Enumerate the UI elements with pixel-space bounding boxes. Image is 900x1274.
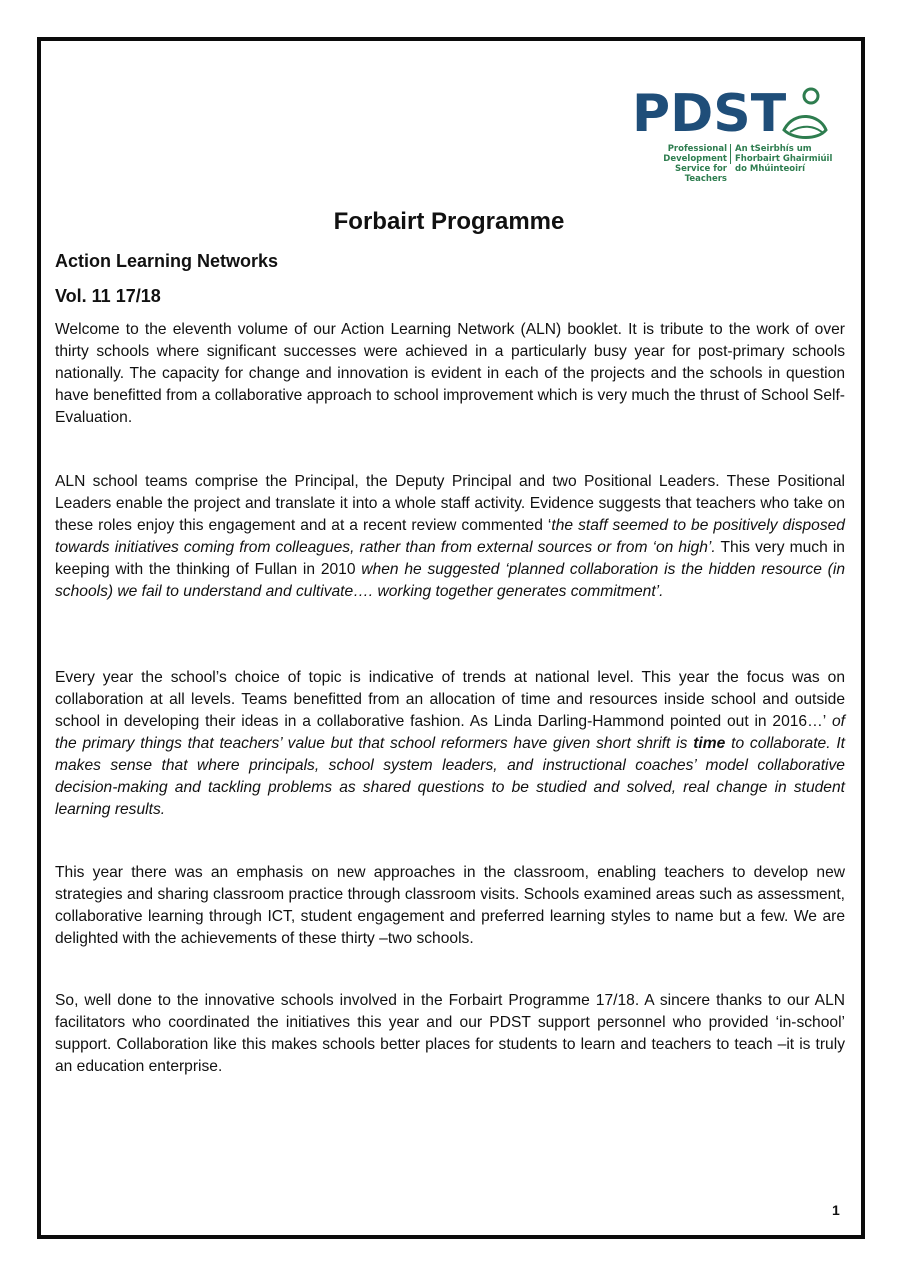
- pdst-logo: [632, 84, 833, 184]
- paragraph-welcome: Welcome to the eleventh volume of our Action Learning Network (ALN) booklet. It is tribute to the work of over thirty schools where significant successes were achieved in a particularly busy year for post-primary schools nationally. The capacity for change and innovation is evident in each of the projects and the schools in question have benefitted from a collaborative approach to school improvement which is very much the thrust of School Self-Evaluation.: [55, 321, 845, 426]
- page-number: 1: [832, 1202, 840, 1218]
- paragraph-topic-trends: [55, 667, 845, 821]
- section-heading: Action Learning Networks: [55, 251, 279, 271]
- quote-text: when he suggested ‘planned collaboration is the hidden resource (in schools) we fail to understand and cultivate…. working together generates commitment’.: [55, 561, 845, 600]
- paragraph-aln-teams: [55, 471, 845, 603]
- paragraph-text: This very much in keeping with the thinking of Fullan in 2010: [55, 539, 845, 578]
- paragraph-text: ALN school teams comprise the Principal, the Deputy Principal and two Positional Leaders. These Positional Leaders enable the project and translate it into a whole staff activity. Evidence suggests that teachers who take on these roles enjoy this engagement and at a recent review commented ‘: [55, 473, 845, 534]
- logo-tagline-irish: An tSeirbhís um Fhorbairt Ghairmiúil do Mhúinteoirí: [735, 144, 833, 174]
- paragraph-text: Every year the school’s choice of topic is indicative of trends at national level. This year the focus was on collaboration at all levels. Teams benefitted from an allocation of time and resources inside school and outside school in developing their ideas in a collaborative fashion. As Linda Darling-Hammond pointed out in 2016…’: [55, 669, 845, 730]
- quote-text: to collaborate. It makes sense that where principals, school system leaders, and instructional coaches’ model collaborative decision-making and tackling problems as shared questions to be studied and solved, real change in student learning results.: [55, 735, 845, 818]
- paragraph-thanks: So, well done to the innovative schools involved in the Forbairt Programme 17/18. A sincere thanks to our ALN facilitators who coordinated the initiatives this year and our PDST support personnel who provided ‘in-school’ support. Collaboration like this makes schools better places for students to learn and teachers to teach –it is truly an education enterprise.: [55, 992, 845, 1075]
- emphasis-text: time: [693, 735, 726, 752]
- volume-heading: Vol. 11 17/18: [55, 286, 161, 306]
- swirl-icon: [780, 86, 830, 142]
- quote-text: of the primary things that teachers’ value but that school reformers have given short shrift is: [55, 713, 845, 752]
- paragraph-classroom: This year there was an emphasis on new approaches in the classroom, enabling teachers to develop new strategies and sharing classroom practice through classroom visits. Schools examined areas such as assessment, collaborative learning through ICT, student engagement and preferred learning styles to name but a few. We are delighted with the achievements of these thirty –two schools.: [55, 864, 845, 947]
- logo-divider: [730, 144, 731, 164]
- logo-tagline-english: Professional Development Service for Teachers: [663, 144, 727, 184]
- quote-text: the staff seemed to be positively disposed towards initiatives coming from colleagues, rather than from external sources or from ‘on high’.: [55, 517, 845, 556]
- logo-wordmark: PDST: [632, 84, 787, 144]
- document-title: Forbairt Programme: [333, 208, 565, 235]
